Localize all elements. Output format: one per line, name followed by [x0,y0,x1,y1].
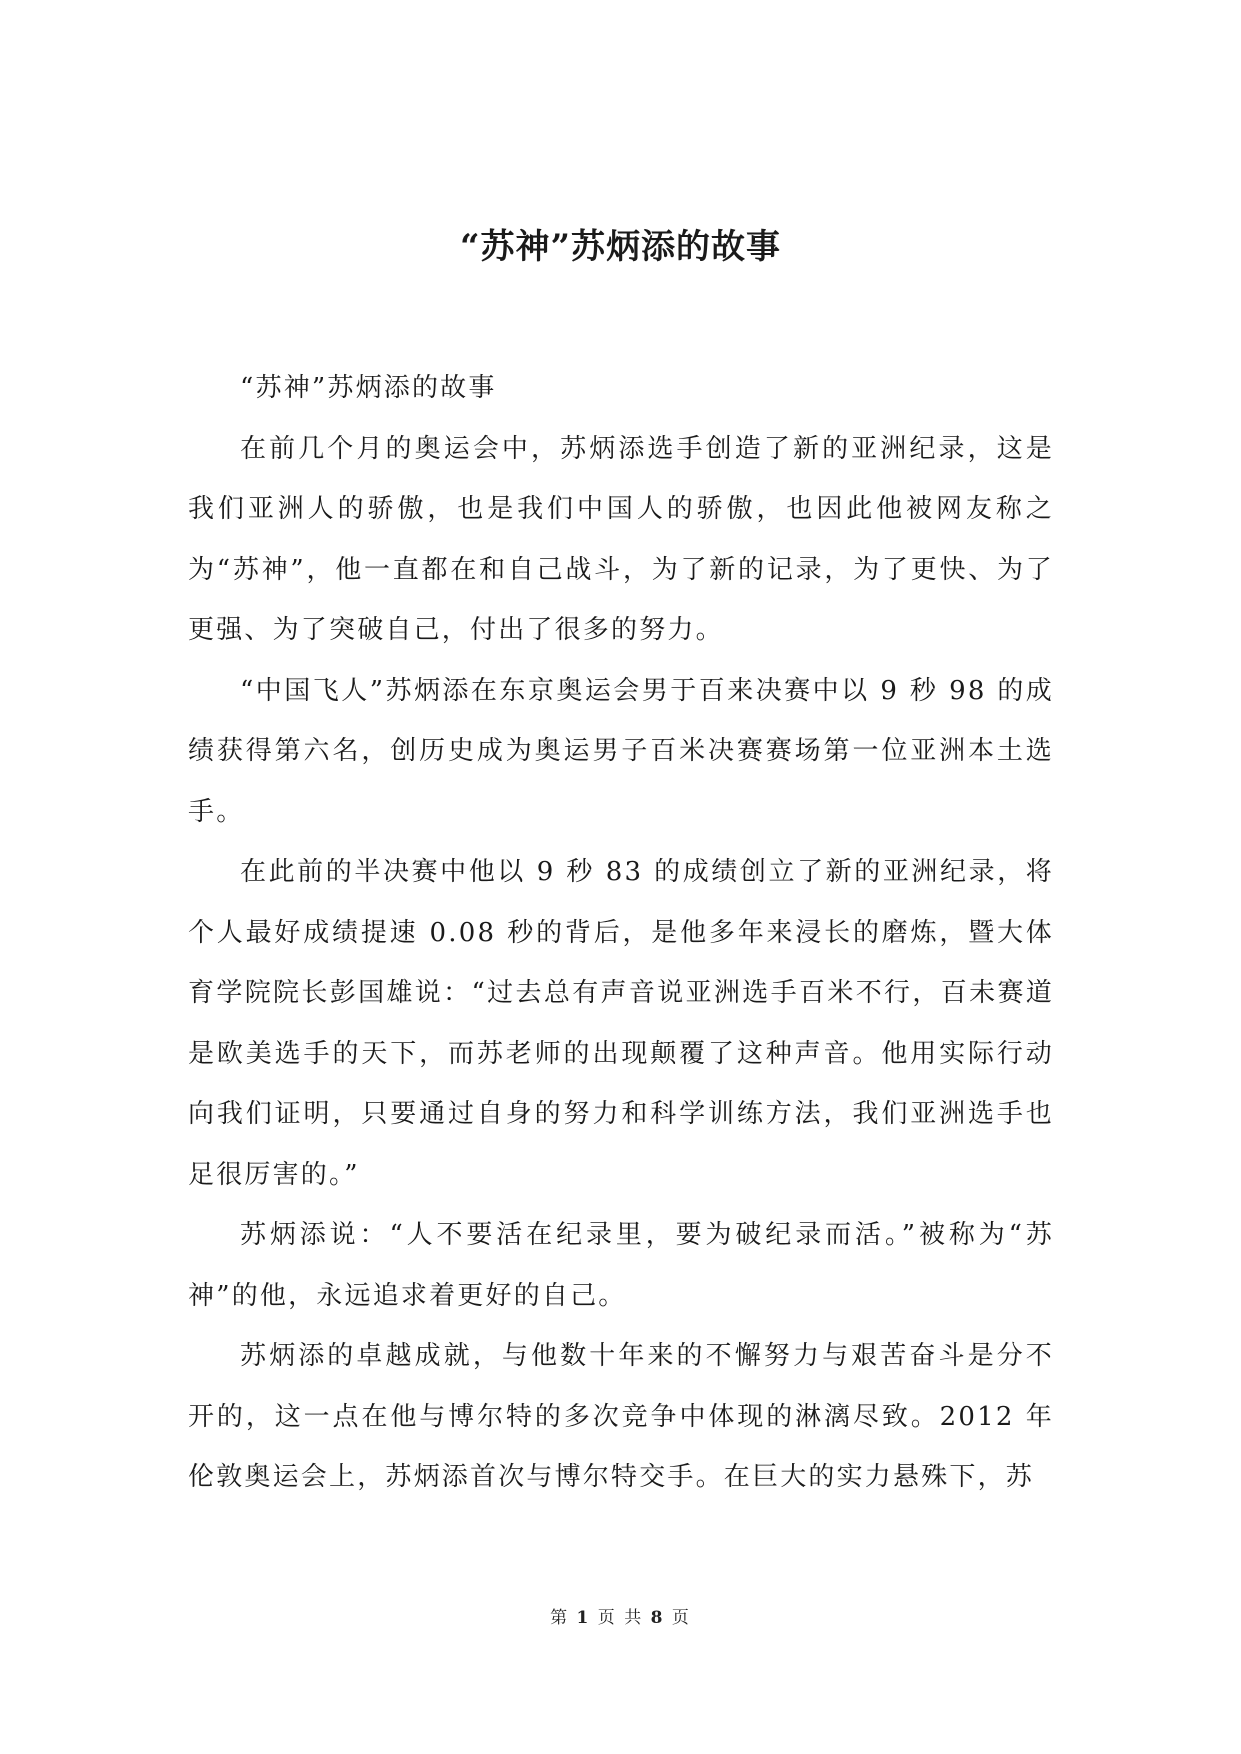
footer-total-pages: 8 [650,1608,665,1628]
paragraph-subtitle: “苏神”苏炳添的故事 [240,373,497,403]
paragraph-5: 苏炳添的卓越成就，与他数十年来的不懈努力与艰苦奋斗是分不开的，这一点在他与博尔特的多次竞争中体现的淋漓尽致。2012 年伦敦奥运会上，苏炳添首次与博尔特交手。在巨大的实力悬殊下，苏 [188,1341,1054,1492]
paragraph-2: “中国飞人”苏炳添在东京奥运会男于百来决赛中以 9 秒 98 的成绩获得第六名，创历史成为奥运男子百米决赛赛场第一位亚洲本土选手。 [188,675,1054,827]
document-body [188,358,1054,1508]
paragraph-4: 苏炳添说：“人不要活在纪录里，要为破纪录而活。”被称为“苏神”的他，永远追求着更好的自己。 [188,1220,1054,1311]
footer-suffix: 页 [671,1608,691,1628]
footer-prefix: 第 [550,1608,570,1628]
paragraph-3: 在此前的半决赛中他以 9 秒 83 的成绩创立了新的亚洲纪录，将个人最好成绩提速 0.08 秒的背后，是他多年来浸长的磨炼，暨大体育学院院长彭国雄说：“过去总有声音说亚洲选手百米不行，百未赛道是欧美选手的天下，而苏老师的出现颠覆了这种声音。他用实际行动向我们证明，只要通过自身的努力和科学训练方法，我们亚洲选手也足很厉害的。” [188,857,1054,1190]
footer-current-page: 1 [576,1608,591,1628]
page-footer [0,1606,1241,1630]
document-title: “苏神”苏炳添的故事 [459,227,782,267]
footer-middle: 页 共 [597,1608,644,1628]
paragraph-1: 在前几个月的奥运会中，苏炳添选手创造了新的亚洲纪录，这是我们亚洲人的骄傲，也是我们中国人的骄傲，也因此他被网友称之为“苏神”，他一直都在和自己战斗，为了新的记录，为了更快、为了更强、为了突破自己，付出了很多的努力。 [188,433,1054,645]
